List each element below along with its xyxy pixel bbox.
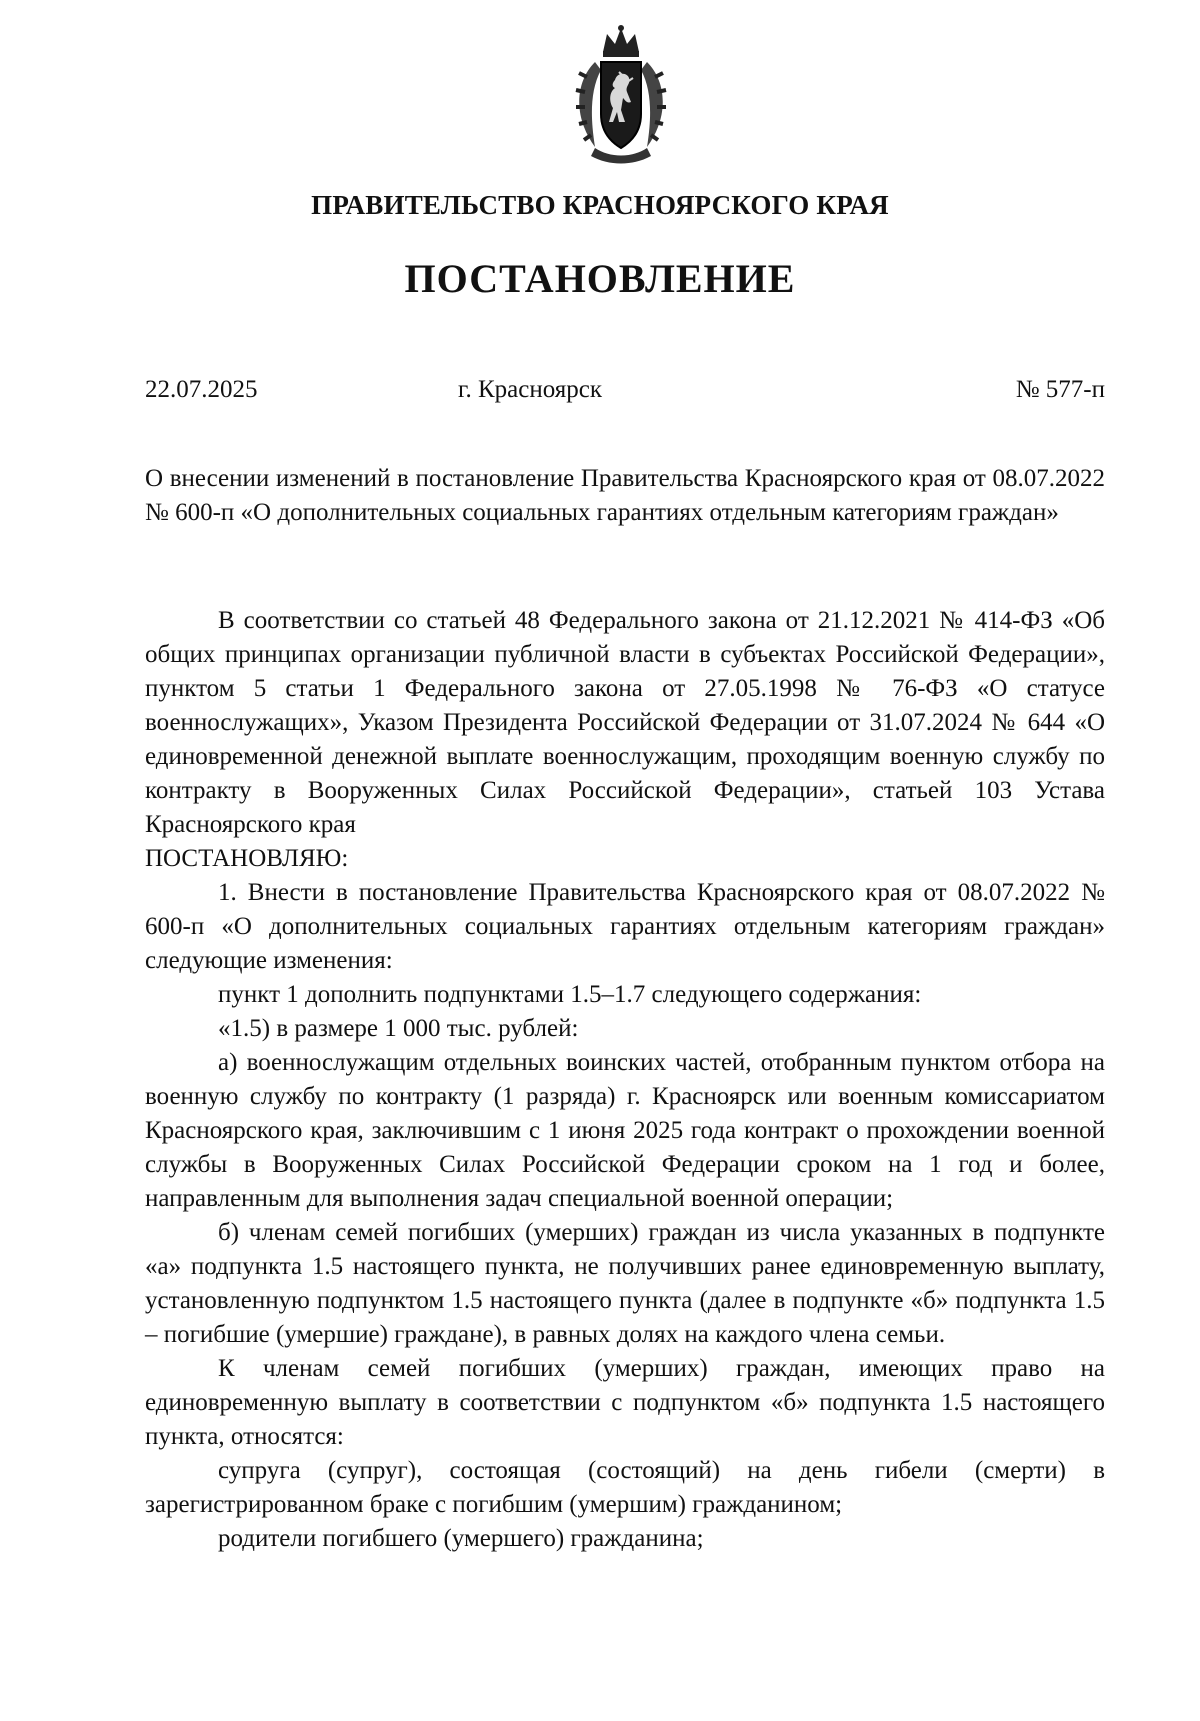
body-paragraph: б) членам семей погибших (умерших) граждан из числа указанных в подпункте «а» подпункта 1.5 настоящего пункта, не получивших ранее единовременную выплату, установленную подпунктом 1.5 настоящего пункта (далее в подпункте «б» подпункта 1.5 – погибшие (умершие) граждане), в равных долях на каждого члена семьи. bbox=[145, 1219, 1105, 1348]
body-paragraph: 1. Внести в постановление Правительства Красноярского края от 08.07.2022 № 600-п «О дополнительных социальных гарантиях отдельным категориям граждан» следующие изменения: bbox=[145, 879, 1105, 974]
document-meta-row bbox=[145, 376, 1105, 410]
krasnoyarsk-coat-of-arms-icon bbox=[565, 22, 677, 167]
body-paragraph: пункт 1 дополнить подпунктами 1.5–1.7 следующего содержания: bbox=[218, 981, 922, 1008]
body-paragraph-resolution: ПОСТАНОВЛЯЮ: bbox=[145, 845, 349, 872]
document-type-title: ПОСТАНОВЛЕНИЕ bbox=[404, 256, 796, 301]
document-date: 22.07.2025 bbox=[145, 376, 258, 403]
body-paragraph: В соответствии со статьей 48 Федерального закона от 21.12.2021 № 414-ФЗ «Об общих принципах организации публичной власти в субъектах Российской Федерации», пунктом 5 статьи 1 Федерального закона от 27.05.1998 № 76-ФЗ «О статусе военнослужащих», Указом Президента Российской Федерации от 31.07.2024 № 644 «О единовременной денежной выплате военнослужащим, проходящим военную службу по контракту в Вооруженных Силах Российской Федерации», статьей 103 Устава Красноярского края bbox=[145, 607, 1105, 838]
body-paragraph: родители погибшего (умершего) гражданина; bbox=[218, 1525, 704, 1552]
document-city: г. Красноярск bbox=[458, 376, 602, 403]
document-number: № 577-п bbox=[1015, 376, 1105, 403]
document-body bbox=[145, 604, 1105, 1556]
document-subject: О внесении изменений в постановление Правительства Красноярского края от 08.07.2022 № 600-п «О дополнительных социальных гарантиях отдельным категориям граждан» bbox=[145, 465, 1105, 526]
body-paragraph: К членам семей погибших (умерших) граждан, имеющих право на единовременную выплату в соответствии с подпунктом «б» подпункта 1.5 настоящего пункта, относятся: bbox=[145, 1355, 1105, 1450]
body-paragraph: а) военнослужащим отдельных воинских частей, отобранным пунктом отбора на военную службу по контракту (1 разряда) г. Красноярск или военным комиссариатом Красноярского края, заключившим с 1 июня 2025 года контракт о прохождении военной службы в Вооруженных Силах Российской Федерации сроком на 1 год и более, направленным для выполнения задач специальной военной операции; bbox=[145, 1049, 1105, 1212]
issuing-authority: ПРАВИТЕЛЬСТВО КРАСНОЯРСКОГО КРАЯ bbox=[311, 190, 889, 220]
body-paragraph: супруга (супруг), состоящая (состоящий) на день гибели (смерти) в зарегистрированном браке с погибшим (умершим) гражданином; bbox=[145, 1457, 1105, 1518]
body-paragraph: «1.5) в размере 1 000 тыс. рублей: bbox=[218, 1015, 579, 1042]
